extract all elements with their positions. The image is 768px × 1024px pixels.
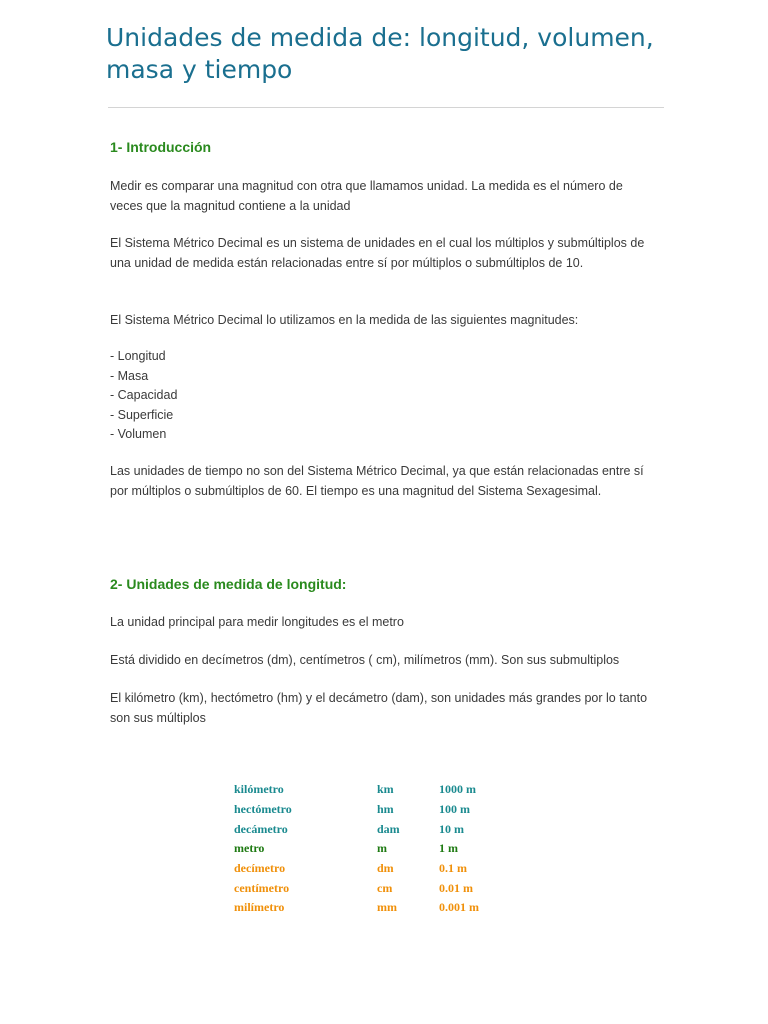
unit-value: 1 m bbox=[439, 841, 458, 856]
unit-name: hectómetro bbox=[234, 802, 292, 817]
unit-symbol: dam bbox=[377, 821, 400, 836]
length-units-table bbox=[230, 780, 519, 918]
unit-name: decámetro bbox=[234, 821, 288, 836]
unit-symbol: m bbox=[377, 841, 387, 856]
magnitudes-list bbox=[110, 347, 177, 445]
unit-symbol: mm bbox=[377, 900, 397, 915]
paragraph-unidad-principal: La unidad principal para medir longitudes es el metro bbox=[110, 615, 404, 629]
unit-name: milímetro bbox=[234, 900, 285, 915]
unit-value: 0.1 m bbox=[439, 861, 467, 876]
table-row bbox=[230, 878, 519, 898]
unit-symbol: km bbox=[377, 782, 394, 797]
unit-name: kilómetro bbox=[234, 782, 284, 797]
unit-name: decímetro bbox=[234, 861, 286, 876]
paragraph-multiplos: El kilómetro (km), hectómetro (hm) y el decámetro (dam), son unidades más grandes por lo tanto son sus múltiplos bbox=[110, 691, 648, 725]
list-item: - Volumen bbox=[110, 427, 167, 441]
unit-symbol: dm bbox=[377, 861, 394, 876]
table-row bbox=[230, 898, 519, 918]
paragraph-unidades-tiempo: Las unidades de tiempo no son del Sistema Métrico Decimal, ya que están relacionadas entre sí por múltiplos o submúltiplos de 60. El tiempo es una magnitud del Sistema Sexagesimal. bbox=[110, 464, 644, 498]
table-row bbox=[230, 819, 519, 839]
table-row bbox=[230, 839, 519, 859]
paragraph-sistema-metrico: El Sistema Métrico Decimal es un sistema de unidades en el cual los múltiplos y submúltiplos de una unidad de medida están relacionadas entre sí por múltiplos o submúltiplos de 10. bbox=[110, 236, 645, 270]
list-item: - Capacidad bbox=[110, 388, 178, 402]
paragraph-magnitudes-intro: El Sistema Métrico Decimal lo utilizamos en la medida de las siguientes magnitudes: bbox=[110, 313, 579, 327]
unit-symbol: cm bbox=[377, 880, 393, 895]
paragraph-medir: Medir es comparar una magnitud con otra que llamamos unidad. La medida es el número de veces que la magnitud contiene a la unidad bbox=[110, 179, 623, 213]
list-item: - Longitud bbox=[110, 349, 166, 363]
unit-value: 100 m bbox=[439, 802, 470, 817]
unit-value: 0.01 m bbox=[439, 880, 473, 895]
unit-value: 10 m bbox=[439, 821, 464, 836]
title-divider bbox=[108, 107, 664, 108]
page-title: Unidades de medida de: longitud, volumen, masa y tiempo bbox=[106, 23, 654, 84]
unit-symbol: hm bbox=[377, 802, 394, 817]
unit-value: 0.001 m bbox=[439, 900, 479, 915]
list-item: - Superficie bbox=[110, 407, 174, 422]
unit-value: 1000 m bbox=[439, 782, 476, 797]
section-heading-introduccion: 1- Introducción bbox=[110, 139, 212, 155]
table-row bbox=[230, 780, 519, 800]
unit-name: centímetro bbox=[234, 880, 290, 895]
table-row bbox=[230, 859, 519, 879]
paragraph-submultiplos: Está dividido en decímetros (dm), centímetros ( cm), milímetros (mm). Son sus submultiplos bbox=[110, 653, 620, 667]
list-item: - Masa bbox=[110, 368, 149, 383]
section-heading-longitud: 2- Unidades de medida de longitud: bbox=[110, 576, 347, 592]
table-row bbox=[230, 800, 519, 820]
unit-name: metro bbox=[234, 841, 265, 856]
